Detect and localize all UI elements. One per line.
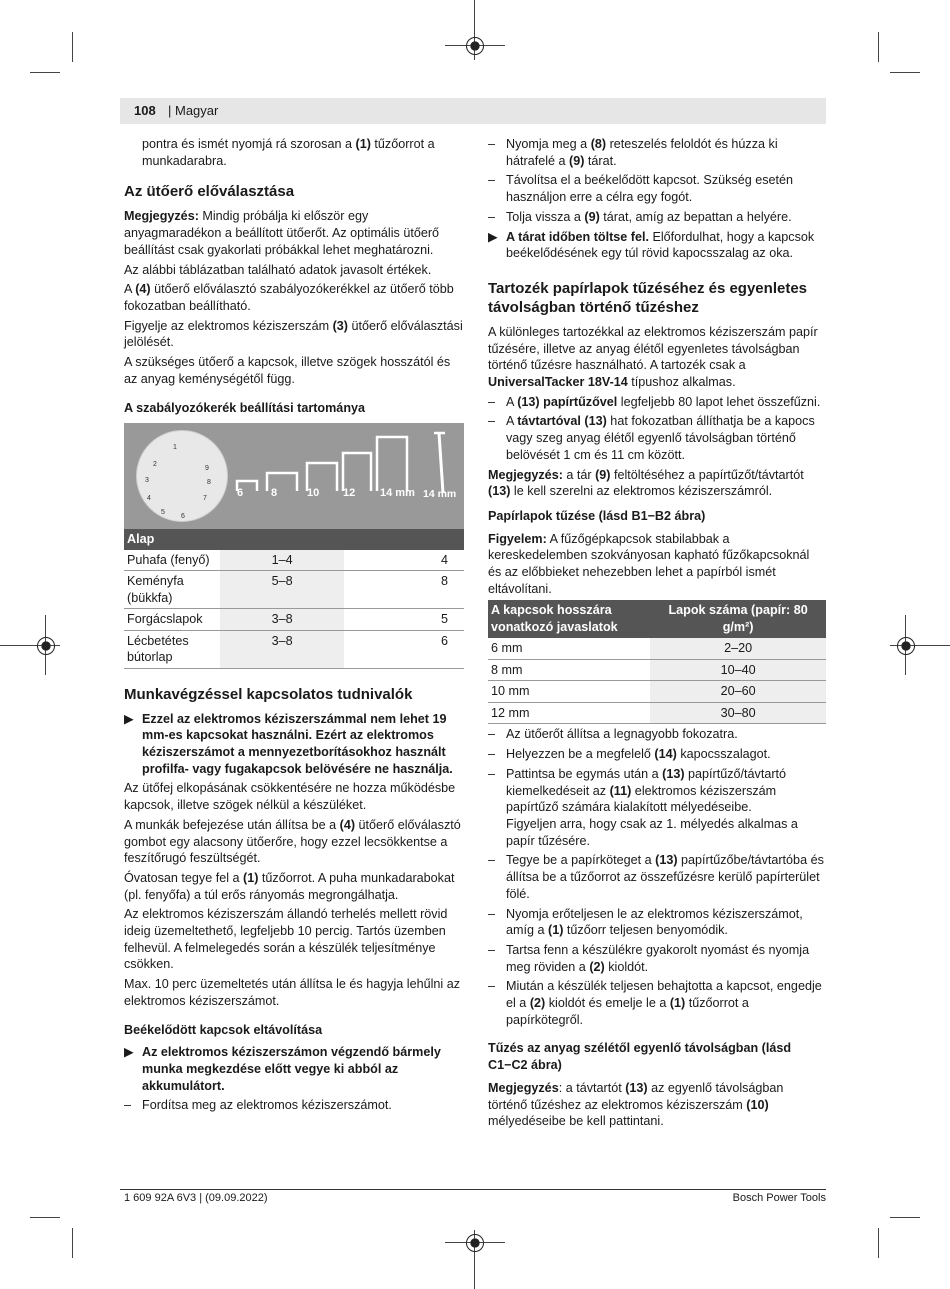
staple-size-label: 6: [237, 487, 244, 500]
paragraph: A (4) ütőerő előválasztó szabályozókerékkel az ütőerő több fokozatban beállítható.: [124, 282, 454, 313]
dial-figure: [124, 423, 464, 529]
dash-item: – Pattintsa be egymás után a (13) papírtűző/távtartó kiemelkedéseit az (11) elektromos kéziszerszám papírtűző számára kialakított mélyedéseibe. Figyeljen arra, hogy csak az 1. mélyedés alkalmas a papír tűzésére.: [488, 766, 798, 848]
note-text: Megjegyzés: a tár (9) feltöltéséhez a papírtűzőt/távtartót (13) le kell szerelni az elektromos kéziszerszámról.: [488, 467, 804, 499]
table-row: 12 mm 30–80: [488, 702, 826, 724]
section-title: Papírlapok tűzése (lásd B1−B2 ábra): [488, 508, 706, 523]
impact-table: [124, 529, 464, 669]
dash-list: [488, 394, 826, 464]
section-text: A különleges tartozékkal az elektromos kéziszerszám papír tűzésére, illetve az anyag élétől egyenletes távolságban történő tűzésre használható. A tartozék csak a UniversalTacker 18V-14 típushoz alkalmas.: [488, 324, 818, 390]
triangle-bullet-icon: ▶: [488, 229, 498, 244]
dial-number: 3: [145, 477, 149, 485]
paragraph: A munkák befejezése után állítsa be a (4) ütőerő előválasztó gombot egy alacsony ütőerőre, hogy ezzel lecsökkentse a feszítőrugó feszültségét.: [124, 817, 461, 866]
paragraph: Az elektromos kéziszerszám állandó terhelés mellett rövid ideig üzemeltethető, legfeljebb 10 percig. Tartós üzemben felhevül. A felmelegedés során a készülék teljesítménye csökken.: [124, 907, 448, 972]
warning-item: ▶ Ezzel az elektromos kéziszerszámmal nem lehet 19 mm-es kapcsokat használni. Ezért az elektromos kéziszerszámot a mennyezetborításokhoz használt profilfa- vagy fugakapcsok belövésére ne használja.: [124, 711, 453, 776]
page-number: 108: [134, 103, 156, 118]
registration-mark-icon: [466, 37, 484, 55]
warning-item: ▶ Az elektromos kéziszerszámon végzendő bármely munka megkezdése előtt vegye ki abból az akkumulátort.: [124, 1045, 441, 1093]
paragraph: Max. 10 perc üzemeltetés után állítsa le és hagyja lehűlni az elektromos kéziszerszámot.: [124, 977, 461, 1008]
staple-size-label: 8: [271, 487, 278, 500]
dash-item: – Helyezzen be a megfelelő (14) kapocsszalagot.: [488, 747, 771, 762]
crop-mark: [72, 32, 73, 62]
section-text: Megjegyzés: a távtartót (13) az egyenlő távolságban történő tűzéshez az elektromos kéziszerszám (10) mélyedéseibe be kell pattintani.: [488, 1080, 784, 1129]
table-row: 6 mm 2–20: [488, 638, 826, 659]
table-header: Alap: [124, 529, 464, 550]
dial-number: 6: [181, 513, 185, 521]
triangle-bullet-icon: ▶: [124, 711, 134, 726]
section-title: Tűzés az anyag szélétől egyenlő távolságban (lásd C1−C2 ábra): [488, 1041, 792, 1073]
dash-item: – Nyomja erőteljesen le az elektromos kéziszerszámot, amíg a (1) tűzőorr teljesen benyomódik.: [488, 906, 803, 938]
warning-item: ▶ A tárat időben töltse fel. Előfordulhat, hogy a kapcsok beékelődésének egy túl rövid kapocsszalag az oka.: [488, 229, 815, 261]
table-row: 8 mm 10–40: [488, 659, 826, 681]
dial-number: 8: [207, 479, 211, 487]
crop-mark: [30, 1217, 60, 1218]
table-row: 10 mm 20–60: [488, 681, 826, 703]
table-row: Puhafa (fenyő) 1–4 4: [124, 550, 464, 571]
registration-mark-icon: [466, 1234, 484, 1252]
table-row: Lécbetétes bútorlap 3–8 6: [124, 630, 464, 668]
dial-number: 9: [205, 465, 209, 473]
table-header: Lapok száma (papír: 80 g/m²): [650, 600, 826, 638]
table-header: A kapcsok hosszára vonatkozó javaslatok: [488, 600, 650, 638]
staple-size-label: 14 mm: [423, 488, 457, 501]
paragraph: Megjegyzés: Mindig próbálja ki először egy anyagmaradékon a beállított ütőerőt. Az optimális ütőerő beállítást csak gyakorlati próbákkal lehet meghatározni.: [124, 209, 440, 257]
dial-number: 2: [153, 461, 157, 469]
page-header: [120, 98, 826, 124]
footer-doc-id: 1 609 92A 6V3 | (09.09.2022): [124, 1192, 268, 1204]
dial-wheel-icon: [136, 430, 228, 522]
crop-mark: [890, 72, 920, 73]
dash-list: [488, 726, 826, 1028]
right-column: [488, 136, 826, 1133]
section-title: Tartozék papírlapok tűzéséhez és egyenletes távolságban történő tűzéshez: [488, 279, 808, 316]
section-title: Munkavégzéssel kapcsolatos tudnivalók: [124, 685, 413, 703]
paragraph: Az alábbi táblázatban található adatok javasolt értékek.: [124, 262, 432, 277]
section-title: Beékelődött kapcsok eltávolítása: [124, 1022, 323, 1037]
section-title: Az ütőerő előválasztása: [124, 183, 295, 201]
figure-title: A szabályozókerék beállítási tartománya: [124, 401, 366, 416]
dash-item: – Tolja vissza a (9) tárat, amíg az bepattan a helyére.: [488, 209, 792, 224]
dial-number: 1: [173, 444, 177, 452]
paragraph: Óvatosan tegye fel a (1) tűzőorrot. A puha munkadarabokat (pl. fenyőfa) a túl erős rányomás megrongálhatja.: [124, 870, 455, 902]
dash-item: – Miután a készülék teljesen behajtotta a kapcsot, engedje el a (2) kioldót és emelje le a (1) tűzőorrot a papírkötegről.: [488, 979, 822, 1027]
dash-item: – Tartsa fenn a készülékre gyakorolt nyomást és nyomja meg röviden a (2) kioldót.: [488, 942, 810, 974]
crop-mark: [890, 1217, 920, 1218]
staple-size-label: 14 mm: [380, 487, 415, 500]
paragraph: Figyelje az elektromos kéziszerszám (3) ütőerő előválasztási jelölését.: [124, 318, 463, 350]
crop-mark: [30, 72, 60, 73]
footer-rule: [120, 1189, 826, 1190]
dash-item: – A (13) papírtűzővel legfeljebb 80 lapot lehet összefűzni.: [488, 394, 821, 409]
page-language: | Magyar: [168, 103, 219, 118]
intro-text: pontra és ismét nyomjá rá szorosan a (1) tűzőorrot a munkadarabra.: [142, 137, 435, 168]
left-column: [124, 136, 464, 1117]
section-text: Figyelem: A fűzőgépkapcsok stabilabbak a kereskedelemben szokványosan kapható fűzőkapcsoknál és az előbbieket nehezebben lehet a papírból ismét eltávolítani.: [488, 531, 810, 596]
dash-item: – Tegye be a papírköteget a (13) papírtűzőbe/távtartóba és állítsa be a tűzőorrot az összefűzésre kerülő papírterület fölé.: [488, 853, 824, 901]
crop-mark: [878, 32, 879, 62]
dial-number: 5: [161, 509, 165, 517]
section-paragraphs: [124, 780, 464, 1009]
dial-number: 7: [203, 495, 207, 503]
table-row: Keményfa (bükkfa) 5–8 8: [124, 571, 464, 609]
registration-mark-icon: [37, 637, 55, 655]
paragraph: Az ütőfej elkopásának csökkentésére ne hozza működésbe kapcsok, illetve szögek nélkül a készüléket.: [124, 781, 456, 813]
dial-number: 4: [147, 495, 151, 503]
staple-size-label: 10: [307, 487, 320, 500]
staple-size-label: 12: [343, 487, 356, 500]
table-row: Forgácslapok 3–8 5: [124, 609, 464, 631]
crop-mark: [878, 1228, 879, 1258]
paragraph: A szükséges ütőerő a kapcsok, illetve szögek hosszától és az anyag keménységétől függ.: [124, 355, 451, 386]
dash-item: – A távtartóval (13) hat fokozatban állíthatja be a kapocs vagy szeg anyag élétől egyenlő távolságban történő belövését 1 cm és 11 cm között.: [488, 414, 815, 462]
dash-list: [488, 136, 826, 226]
paper-table: [488, 600, 826, 724]
dash-item: – Fordítsa meg az elektromos kéziszerszámot.: [124, 1098, 392, 1113]
triangle-bullet-icon: ▶: [124, 1045, 134, 1060]
dash-item: – Az ütőerőt állítsa a legnagyobb fokozatra.: [488, 727, 738, 742]
crop-mark: [72, 1228, 73, 1258]
section-paragraphs: [124, 208, 464, 387]
dash-item: – Távolítsa el a beékelődött kapcsot. Szükség esetén használjon erre a célra egy fogót.: [488, 173, 794, 205]
footer-brand: Bosch Power Tools: [732, 1192, 826, 1204]
dash-item: – Nyomja meg a (8) reteszelés feloldót és húzza ki hátrafelé a (9) tárat.: [488, 137, 778, 168]
registration-mark-icon: [897, 637, 915, 655]
